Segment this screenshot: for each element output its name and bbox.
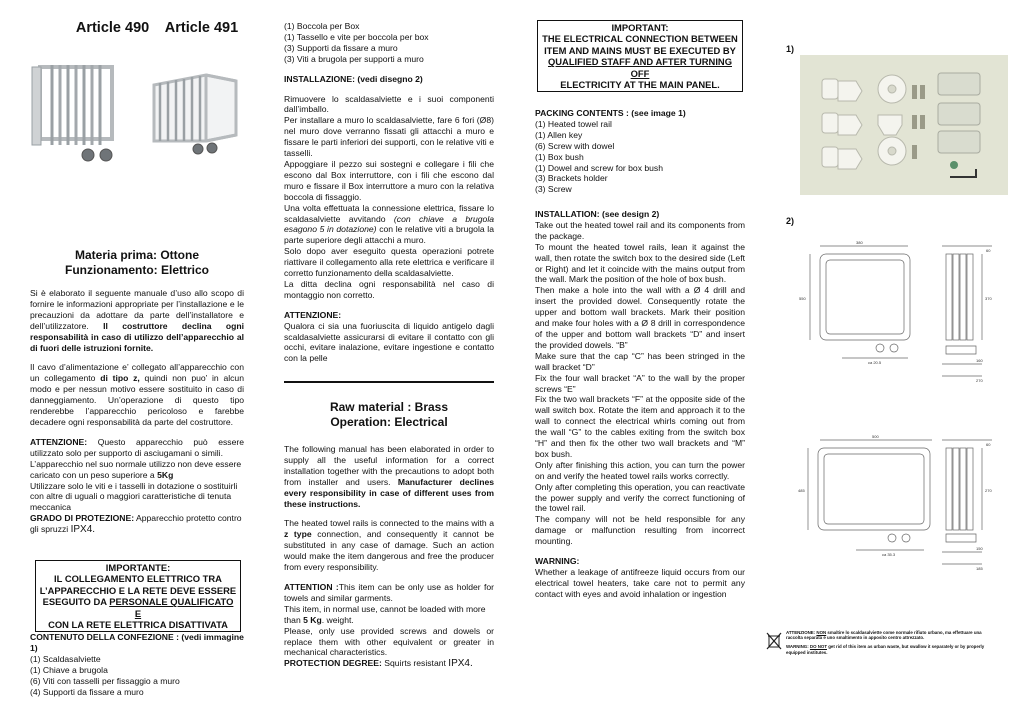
image-2-label: 2): [786, 216, 795, 226]
it-install-p6: La ditta declina ogni responsabilità nel caso di montaggio non corretto.: [284, 278, 494, 300]
dim-label: ca 20.5: [868, 360, 882, 365]
list-item: (6) Screw with dowel: [535, 140, 615, 151]
en-packing: [535, 108, 745, 195]
en-warning-title: WARNING:: [535, 556, 580, 567]
it-operation: Funzionamento: Elettrico: [65, 263, 209, 277]
it-install-p1: Rimuovere lo scaldasalviette e i suoi componenti dall’imballo.: [284, 93, 494, 115]
dim-label: 60: [986, 248, 991, 253]
list-item: (1) Boccola per Box: [284, 21, 360, 31]
image-1-label: 1): [786, 44, 795, 54]
list-item: (1) Allen key: [535, 129, 583, 140]
list-item: (3) Viti a brugola per supporti a muro: [284, 53, 424, 64]
en-install-step: Make sure that the cap “C” has been stringed in the wall bracket “D”: [535, 350, 745, 372]
en-para-2: The heated towel rails is connected to the mains with a z type connection, and consequently it cannot be substituted in any case of damage. Such an action would make the item dangerous and free the producer from every responsibility.: [284, 518, 494, 573]
dim-label: ca 35.3: [882, 552, 896, 557]
en-warning-text: Whether a leakage of antifreeze liquid occurs from our electrical towel heaters, take care not to permit any contact with eyes and avoid inhalation or ingestion: [535, 567, 745, 599]
it-attn-text: Qualora ci sia una fuoriuscita di liquido antigelo dagli scaldasalviette assicurarsi di evitare il contatto con gli occhi, evitare inalazione, evitare ingestione e contatto con la pelle: [284, 320, 494, 364]
it-attention-2: L’apparecchio nel suo normale utilizzo non deve essere caricato con un peso superiore a 5Kg: [30, 458, 242, 480]
list-item: (1) Chiave a brugola: [30, 664, 108, 675]
it-attn-title: ATTENZIONE:: [284, 309, 342, 320]
en-install-title: INSTALLATION: (see design 2): [535, 209, 660, 219]
it-material-heading: [30, 248, 244, 278]
towel-rail-490-image: [32, 65, 112, 161]
it-important-box: IMPORTANTE: IL COLLEGAMENTO ELETTRICO TRA L’APPARECCHIO E LA RETE DEVE ESSERE ESEGUITO DA PERSONALE QUALIFICATO E CON LA RETE ELETTRICA DISATTIVATA: [35, 560, 241, 632]
dim-label: 485: [798, 488, 805, 493]
en-attention-3: Please, only use provided screws and dowels or replace them with other equivalent or greater in mechanical characteristics.: [284, 625, 494, 658]
dim-label: 370: [985, 296, 992, 301]
weee-en: WARNING: DO NOT get rid of this item as urban waste, but swallow it separately or by properly equipped institutes.: [786, 644, 985, 655]
it-install-p2: Per installare a muro lo scaldasalviette, fare 6 fori (Ø8) nel muro dove verranno fissati gli attacchi a muro e fissare le parti inferiori dei supporti, con le relative viti e tasselli.: [284, 115, 494, 159]
it-install-p3: Appoggiare il pezzo sui sostegni e collegare i fili che escono dal Box interruttore, con i fili che escono dal muro e fissare il Box interruttore a muro con la relativa boccola di fissaggio.: [284, 158, 494, 202]
en-para-1: The following manual has been elaborated in order to supply all the useful information for a correct installation together with the precautions to adopt both from installer and users. Manufacturer declines every responsibility in case of different uses from these instructions.: [284, 444, 494, 509]
en-install-step: Fix the two wall brackets “F” at the opposite side of the wall switch box. Rotate the item and approach it to the wall to connect the electrical whirls coming out from the wall “G” to the cables exiting from the switch box “H” and then fix the other two wall brackets and “M” box bush.: [535, 394, 745, 459]
it-para-2: Il cavo d’alimentazione e’ collegato all’apparecchio con un collegamento di tipo z, quindi non puo’ in alcun modo e per nessun motivo essere sostituito in caso di danneggiamento. Un’operazione di questo tipo renderebbe l’apparecchio pericoloso e farebbe decadere ogni responsabilità da parte del costruttore.: [30, 362, 244, 427]
installation-drawing: [796, 236, 1008, 576]
towel-rail-491-image: [154, 75, 236, 154]
it-material: Materia prima: Ottone: [74, 248, 200, 262]
it-install-p5: Solo dopo aver eseguito questa operazioni potrete riattivare il collegamento alla rete elettrica e verificare il corretto funzionamento della scaldasalviette.: [284, 246, 494, 279]
en-material-heading: [284, 400, 494, 430]
it-contents-continued: [284, 21, 494, 364]
dim-label: 380: [856, 240, 863, 245]
en-install-step: Then make a hole into the wall with a Ø 4 drill and insert the provided dowel. Consequently rotate the upper and bottom wall brackets. Mark their position and make four holes with a Ø 8 drill in correspondence of the upper and bottom wall brackets “D” and insert the provided dowels. “B”: [535, 285, 745, 350]
dim-label: 500: [872, 434, 879, 439]
en-attention: ATTENTION :This item can be only use as holder for towels and similar garments.: [284, 581, 494, 603]
dim-label: 270: [976, 378, 983, 383]
list-item: (1) Dowel and screw for box bush: [535, 162, 664, 173]
section-divider: [284, 381, 494, 383]
dim-label: 60: [986, 442, 991, 447]
list-item: (1) Box bush: [535, 151, 584, 162]
en-install-step: To mount the heated towel rails, lean it against the wall, then rotate the switch box to the desired side (Left or Right) and let it coincide with the mains output from the wall. Mark the position of the hole of box bush.: [535, 241, 745, 285]
it-attention: ATTENZIONE: Questo apparecchio può essere utilizzato solo per supporto di asciugamani o simili.: [30, 436, 245, 458]
en-install-step: Take out the heated towel rail and its components from the package.: [535, 219, 745, 241]
en-install-step: Only after finishing this action, you can turn the power on and verify the heated towel rails works correctly.: [535, 459, 745, 481]
en-install-step: Fix the four wall bracket “A” to the wall by the proper screws “E”: [535, 372, 745, 394]
en-material: Raw material : Brass: [329, 400, 449, 414]
it-para-1: Si è elaborato il seguente manuale d’uso allo scopo di fornire le informazioni appropriate per l’installazione e le precauzioni da adottare da parte dell’installatore e dell’utilizzatore. Il costruttore declina ogni responsabilità in caso di utilizzo dell’apparecchio al di fuori delle istruzioni fornite.: [30, 288, 245, 353]
list-item: (3) Brackets holder: [535, 173, 608, 184]
en-install-step: The company will not be held responsible for any damage or malfunction resulting from incorrect mounting.: [535, 514, 745, 547]
it-intro: [30, 288, 244, 536]
it-protection: GRADO DI PROTEZIONE: Apparecchio protetto contro gli spruzzi IPX4.: [30, 513, 242, 536]
weee-it: ATTENZIONE: NON smaltire lo scaldasalviette come normale rifiuto urbano, ma effettuare una raccolta separata e uno smaltimento in apposito centro attrezzato.: [786, 630, 982, 641]
en-install-step: Only after completing this operation, you can reactivate the power supply and verify the correct functioning of the towel rail.: [535, 481, 745, 514]
en-operation: Operation: Electrical: [330, 415, 448, 429]
weee-bin-icon: [766, 632, 782, 650]
en-packing-title: PACKING CONTENTS : (see image 1): [535, 108, 686, 118]
it-contents-title: CONTENUTO DELLA CONFEZIONE : (vedi immagine 1): [30, 632, 244, 653]
en-attention-2: This item, in normal use, cannot be loaded with more than 5 Kg. weight.: [284, 603, 486, 625]
packing-contents-photo: [800, 55, 1008, 195]
dim-label: 150: [976, 546, 983, 551]
list-item: (3) Supporti da fissare a muro: [284, 42, 398, 53]
en-important-box: IMPORTANT: THE ELECTRICAL CONNECTION BETWEEN ITEM AND MAINS MUST BE EXECUTED BY QUALIFIED STAFF AND AFTER TURNING OFF ELECTRICITY AT THE MAIN PANEL.: [537, 20, 743, 92]
list-item: (6) Viti con tasselli per fissaggio a muro: [30, 675, 180, 686]
dim-label: 270: [985, 488, 992, 493]
en-install: [535, 209, 745, 600]
weee-notice: [786, 630, 986, 655]
list-item: (1) Tassello e vite per boccola per box: [284, 31, 429, 42]
it-attention-3: Utilizzare solo le viti e i tasselli in dotazione o sostituirli con altre di uguali o maggiori caratteristiche di tenuta meccanica: [30, 480, 238, 513]
it-install-title: INSTALLAZIONE: (vedi disegno 2): [284, 73, 423, 84]
list-item: (4) Supporti da fissare a muro: [30, 686, 144, 697]
article-490: Article 490: [75, 20, 150, 36]
en-intro: [284, 444, 494, 670]
dim-label: 550: [799, 296, 806, 301]
it-contents: [30, 632, 244, 697]
dim-label: 160: [976, 358, 983, 363]
dim-label: 185: [976, 566, 983, 571]
list-item: (1) Heated towel rail: [535, 118, 612, 129]
en-protection: PROTECTION DEGREE: Squirts resistant IPX4.: [284, 658, 473, 670]
article-titles: [67, 20, 247, 37]
towel-rail-product-photos: [30, 55, 244, 170]
list-item: (1) Scaldasalviette: [30, 653, 101, 664]
it-install-p4: Una volta effettuata la connessione elettrica, fissare lo scaldasalviette avvitando (con chiave a brugola esagono 5 in dotazione) con le relative viti a brugola la parte superiore degli attacchi a muro.: [284, 202, 495, 246]
article-491: Article 491: [164, 20, 239, 36]
list-item: (3) Screw: [535, 184, 572, 195]
